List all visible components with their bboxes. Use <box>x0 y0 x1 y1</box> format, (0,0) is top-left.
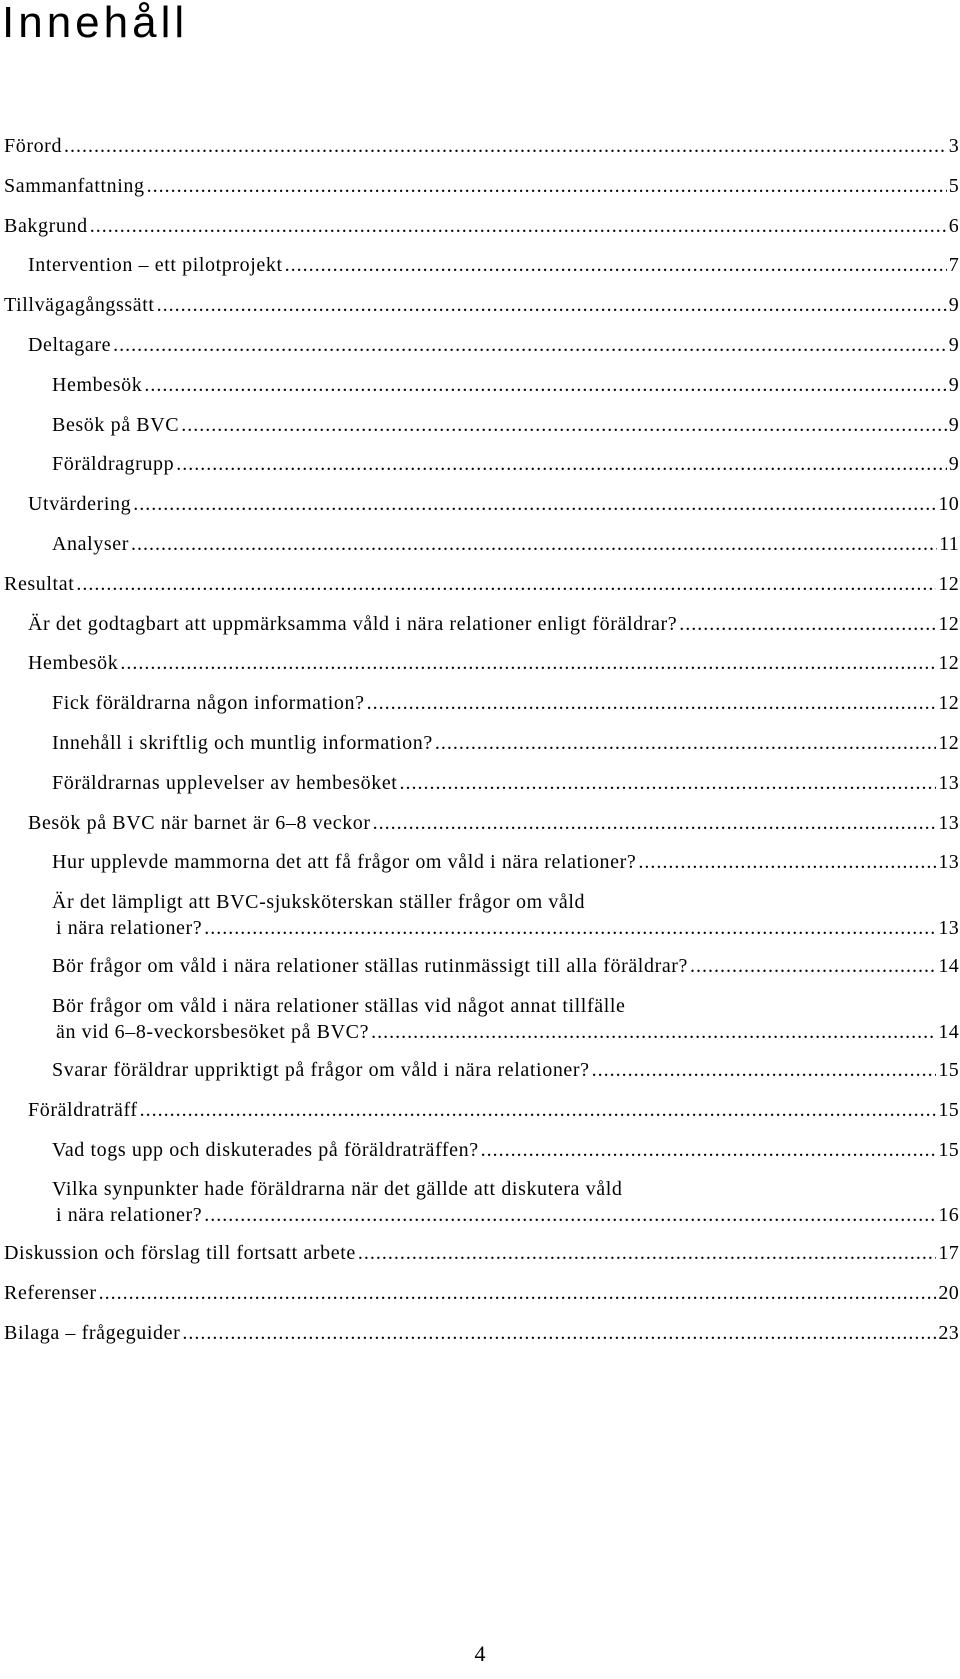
toc-entry-page: 12 <box>938 652 959 675</box>
toc-entry-page: 13 <box>938 917 959 940</box>
toc-entry-title-continuation: än vid 6–8-veckorsbesöket på BVC? <box>56 1020 370 1043</box>
dot-leader <box>76 571 936 597</box>
toc-entry-page: 12 <box>938 572 959 595</box>
toc-entry[interactable] <box>4 1240 959 1266</box>
toc-entry-page: 12 <box>938 612 959 635</box>
toc-entry-page: 14 <box>938 1020 959 1043</box>
toc-entry-page: 6 <box>948 214 959 237</box>
toc-entry[interactable] <box>4 332 959 358</box>
toc-entry[interactable] <box>4 491 959 517</box>
dot-leader <box>435 730 937 756</box>
table-of-contents <box>4 133 959 1360</box>
toc-entry-title: Svarar föräldrar uppriktigt på frågor om våld i nära relationer? <box>52 1058 590 1081</box>
toc-entry[interactable] <box>4 133 959 159</box>
toc-entry[interactable] <box>4 571 959 597</box>
dot-leader <box>638 849 936 875</box>
dot-leader <box>285 252 947 278</box>
toc-entry-title: Besök på BVC när barnet är 6–8 veckor <box>28 811 371 834</box>
toc-entry-page: 12 <box>938 692 959 715</box>
toc-entry-page: 15 <box>938 1138 959 1161</box>
toc-entry-title: Referenser <box>4 1282 97 1305</box>
toc-entry[interactable] <box>4 252 959 278</box>
toc-entry-title: Innehåll i skriftlig och muntlig information? <box>52 731 433 754</box>
dot-leader <box>120 650 936 676</box>
toc-entry[interactable] <box>4 531 959 557</box>
toc-entry-title: Intervention – ett pilotprojekt <box>28 254 283 277</box>
toc-entry[interactable] <box>4 412 959 438</box>
toc-entry-page: 13 <box>938 851 959 874</box>
toc-entry-page: 14 <box>938 955 959 978</box>
toc-entry-page: 15 <box>938 1098 959 1121</box>
toc-entry-page: 12 <box>938 731 959 754</box>
toc-entry-page: 10 <box>938 493 959 516</box>
toc-entry[interactable] <box>4 1097 959 1123</box>
toc-entry[interactable] <box>4 889 959 941</box>
dot-leader <box>176 451 946 477</box>
toc-entry[interactable] <box>4 611 959 637</box>
dot-leader <box>371 1019 936 1045</box>
toc-entry-page: 17 <box>938 1242 959 1265</box>
toc-entry-page: 11 <box>939 532 959 555</box>
toc-entry[interactable] <box>4 770 959 796</box>
toc-entry[interactable] <box>4 1057 959 1083</box>
dot-leader <box>157 292 947 318</box>
toc-entry[interactable] <box>4 810 959 836</box>
toc-entry-page: 9 <box>948 453 959 476</box>
dot-leader <box>144 372 946 398</box>
toc-entry-title: Besök på BVC <box>52 413 180 436</box>
toc-entry-title: Hur upplevde mammorna det att få frågor om våld i nära relationer? <box>52 851 637 874</box>
toc-entry-title: Hembesök <box>28 652 119 675</box>
toc-entry-page: 9 <box>948 333 959 356</box>
toc-entry-title: Vilka synpunkter hade föräldrarna när det gällde att diskutera våld <box>52 1178 623 1201</box>
dot-leader <box>358 1240 937 1266</box>
toc-entry-title: Fick föräldrarna någon information? <box>52 692 365 715</box>
dot-leader <box>399 770 936 796</box>
toc-entry[interactable] <box>4 292 959 318</box>
toc-entry-page: 9 <box>948 373 959 396</box>
toc-entry[interactable] <box>4 1320 959 1346</box>
toc-entry-title: Bör frågor om våld i nära relationer ställas vid något annat tillfälle <box>52 994 626 1017</box>
toc-entry-title: Bakgrund <box>4 214 88 237</box>
toc-entry[interactable] <box>4 650 959 676</box>
toc-entry-title: Resultat <box>4 572 75 595</box>
toc-entry-title: Sammanfattning <box>4 174 145 197</box>
toc-entry-page: 9 <box>948 294 959 317</box>
toc-entry[interactable] <box>4 849 959 875</box>
toc-entry[interactable] <box>4 993 959 1045</box>
toc-entry-title-continuation: i nära relationer? <box>56 1204 203 1227</box>
toc-entry[interactable] <box>4 953 959 979</box>
toc-entry[interactable] <box>4 1176 959 1228</box>
toc-entry-page: 9 <box>948 413 959 436</box>
toc-entry-page: 7 <box>948 254 959 277</box>
dot-leader <box>147 173 947 199</box>
toc-entry-title: Vad togs upp och diskuterades på föräldraträffen? <box>52 1138 479 1161</box>
toc-entry-title: Är det lämpligt att BVC-sjuksköterskan ställer frågor om våld <box>52 891 586 914</box>
toc-entry-title: Hembesök <box>52 373 143 396</box>
dot-leader <box>367 690 937 716</box>
toc-entry-page: 13 <box>938 811 959 834</box>
dot-leader <box>113 332 947 358</box>
dot-leader <box>592 1057 937 1083</box>
toc-entry[interactable] <box>4 213 959 239</box>
toc-entry-title: Tillvägagångssätt <box>4 294 155 317</box>
dot-leader <box>131 531 937 557</box>
toc-entry-page: 15 <box>938 1058 959 1081</box>
dot-leader <box>99 1280 937 1306</box>
dot-leader <box>90 213 947 239</box>
toc-entry[interactable] <box>4 451 959 477</box>
toc-entry-page: 20 <box>938 1282 959 1305</box>
toc-heading: Innehåll <box>2 0 189 47</box>
toc-entry-page: 23 <box>938 1321 959 1344</box>
toc-entry[interactable] <box>4 730 959 756</box>
toc-entry-title: Är det godtagbart att uppmärksamma våld i nära relationer enligt föräldrar? <box>28 612 678 635</box>
toc-entry[interactable] <box>4 1280 959 1306</box>
page-number: 4 <box>474 1641 486 1666</box>
dot-leader <box>181 412 946 438</box>
toc-entry[interactable] <box>4 690 959 716</box>
dot-leader <box>64 133 947 159</box>
toc-entry-title: Bilaga – frågeguider <box>4 1321 181 1344</box>
toc-entry-page: 13 <box>938 771 959 794</box>
dot-leader <box>204 915 936 941</box>
dot-leader <box>133 491 936 517</box>
toc-entry-title: Analyser <box>52 532 129 555</box>
toc-entry-title: Föräldraträff <box>28 1098 138 1121</box>
toc-entry-title: Föräldragrupp <box>52 453 175 476</box>
toc-entry-title: Utvärdering <box>28 493 132 516</box>
toc-entry[interactable] <box>4 372 959 398</box>
dot-leader <box>140 1097 937 1123</box>
toc-entry-title: Diskussion och förslag till fortsatt arbete <box>4 1242 356 1265</box>
toc-entry-title: Deltagare <box>28 333 112 356</box>
dot-leader <box>373 810 937 836</box>
toc-entry-title-continuation: i nära relationer? <box>56 917 203 940</box>
toc-entry-page: 16 <box>938 1204 959 1227</box>
dot-leader <box>481 1137 937 1163</box>
toc-entry[interactable] <box>4 173 959 199</box>
toc-entry[interactable] <box>4 1137 959 1163</box>
toc-entry-page: 3 <box>948 135 959 157</box>
toc-entry-title: Föräldrarnas upplevelser av hembesöket <box>52 771 398 794</box>
dot-leader <box>679 611 936 637</box>
toc-entry-title: Bör frågor om våld i nära relationer ställas rutinmässigt till alla föräldrar? <box>52 955 689 978</box>
toc-entry-page: 5 <box>948 174 959 197</box>
dot-leader <box>182 1320 936 1346</box>
dot-leader <box>690 953 936 979</box>
toc-entry-title: Förord <box>4 135 63 157</box>
dot-leader <box>204 1202 936 1228</box>
